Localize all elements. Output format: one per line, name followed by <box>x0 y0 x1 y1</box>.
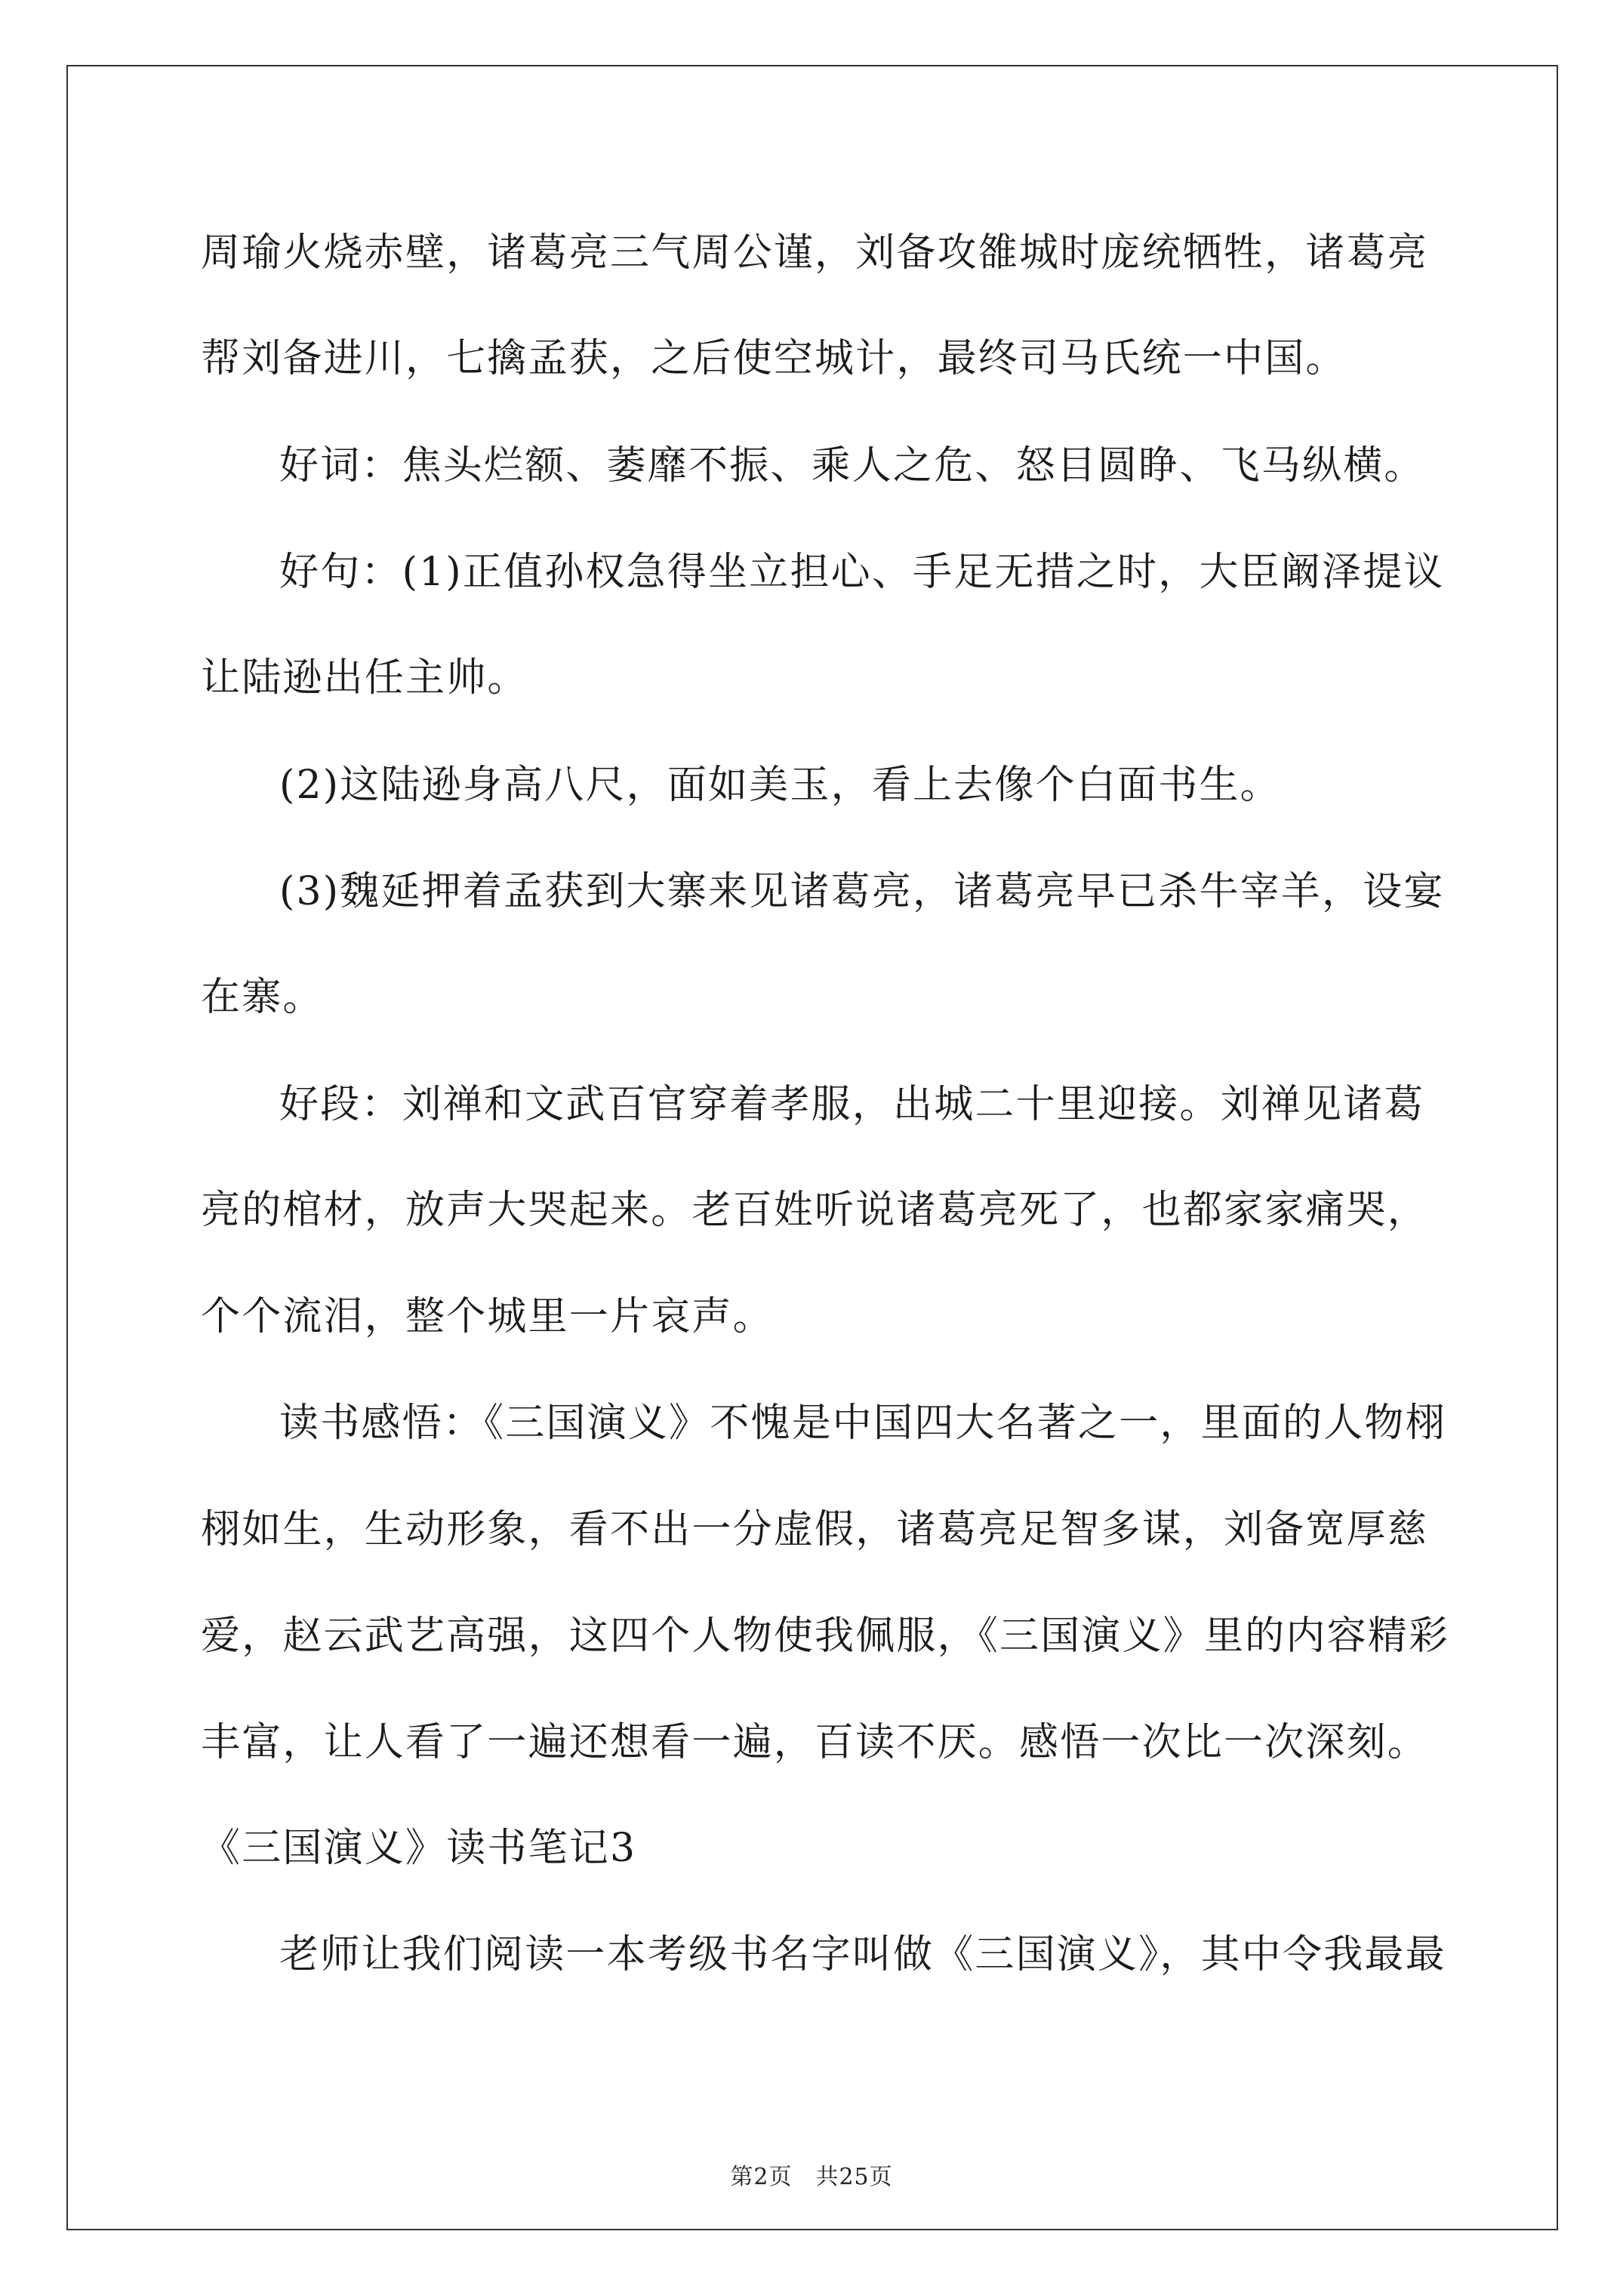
text-line: 丰富，让人看了一遍还想看一遍，百读不厌。感悟一次比一次深刻。 <box>201 1720 1429 1765</box>
text-line: (3)魏延押着孟获到大寨来见诸葛亮，诸葛亮早已杀牛宰羊，设宴 <box>279 869 1445 914</box>
text-line: 读书感悟：《三国演义》不愧是中国四大名著之一，里面的人物栩 <box>279 1401 1446 1446</box>
page-border <box>66 65 1558 2230</box>
text-line: 好词：焦头烂额、萎靡不振、乘人之危、怒目圆睁、飞马纵横。 <box>279 443 1425 488</box>
text-line: 个个流泪，整个城里一片哀声。 <box>201 1294 774 1339</box>
text-line: 爱，赵云武艺高强，这四个人物使我佩服，《三国演义》里的内容精彩 <box>201 1613 1450 1659</box>
text-line: 让陆逊出任主帅。 <box>201 655 528 701</box>
text-line: 周瑜火烧赤壁，诸葛亮三气周公谨，刘备攻雒城时庞统牺牲，诸葛亮 <box>201 230 1429 276</box>
page-number-footer: 第2页 共25页 <box>730 2164 893 2190</box>
text-line: 好句：(1)正值孙权急得坐立担心、手足无措之时，大臣阚泽提议 <box>279 550 1445 595</box>
text-line: 栩如生，生动形象，看不出一分虚假，诸葛亮足智多谋，刘备宽厚慈 <box>201 1507 1429 1552</box>
text-line: 在寨。 <box>201 975 324 1020</box>
text-line: 好段：刘禅和文武百官穿着孝服，出城二十里迎接。刘禅见诸葛 <box>279 1082 1425 1127</box>
text-line: 老师让我们阅读一本考级书名字叫做《三国演义》，其中令我最最 <box>279 1932 1446 1977</box>
section-heading: 《三国演义》读书笔记3 <box>201 1826 637 1871</box>
text-line: (2)这陆逊身高八尺，面如美玉，看上去像个白面书生。 <box>279 763 1281 808</box>
text-line: 亮的棺材，放声大哭起来。老百姓听说诸葛亮死了，也都家家痛哭， <box>201 1188 1429 1233</box>
text-line: 帮刘备进川，七擒孟获，之后使空城计，最终司马氏统一中国。 <box>201 336 1347 381</box>
